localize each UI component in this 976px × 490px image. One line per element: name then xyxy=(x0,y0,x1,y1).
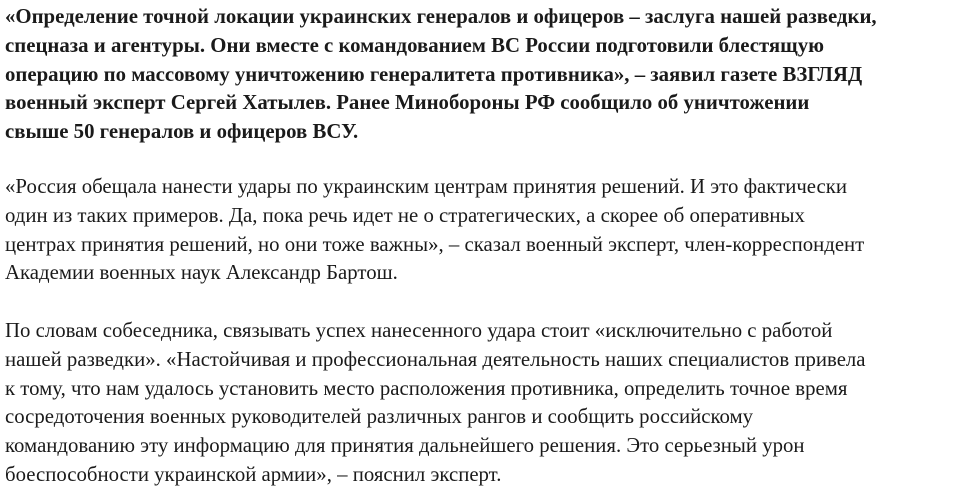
lead-line: «Определение точной локации украинских генералов и офицеров – заслуга нашей разведки, xyxy=(5,5,877,28)
paragraph-line: центрах принятия решений, но они тоже важны», – сказал военный эксперт, член-корреспондент xyxy=(5,232,865,256)
paragraph-line: Академии военных наук Александр Бартош. xyxy=(5,261,398,285)
paragraph-3 xyxy=(5,317,971,490)
paragraph-line: нашей разведки». «Настойчивая и профессиональная деятельность наших специалистов привела xyxy=(5,347,866,371)
lead-line: операцию по массовому уничтожению генералитета противника», – заявил газете ВЗГЛЯД xyxy=(5,62,863,86)
lead-paragraph xyxy=(5,3,971,147)
paragraph-line: боеспособности украинской армии», – пояснил эксперт. xyxy=(5,462,502,486)
paragraph-line: «Россия обещала нанести удары по украинским центрам принятия решений. И это фактически xyxy=(5,175,847,198)
lead-line: свыше 50 генералов и офицеров ВСУ. xyxy=(5,120,359,144)
lead-line: спецназа и агентуры. Они вместе с командованием ВС России подготовили блестящую xyxy=(5,33,824,57)
paragraph-2 xyxy=(5,173,971,288)
paragraph-line: к тому, что нам удалось установить место расположения противника, определить точное время xyxy=(5,376,848,400)
paragraph-line: По словам собеседника, связывать успех нанесенного удара стоит «исключительно с работой xyxy=(5,319,833,342)
paragraph-line: командованию эту информацию для принятия дальнейшего решения. Это серьезный урон xyxy=(5,434,805,458)
lead-line: военный эксперт Сергей Хатылев. Ранее Минобороны РФ сообщило об уничтожении xyxy=(5,91,810,115)
paragraph-line: сосредоточения военных руководителей различных рангов и сообщить российскому xyxy=(5,405,754,429)
paragraph-line: один из таких примеров. Да, пока речь идет не о стратегических, а скорее об оперативных xyxy=(5,203,805,227)
